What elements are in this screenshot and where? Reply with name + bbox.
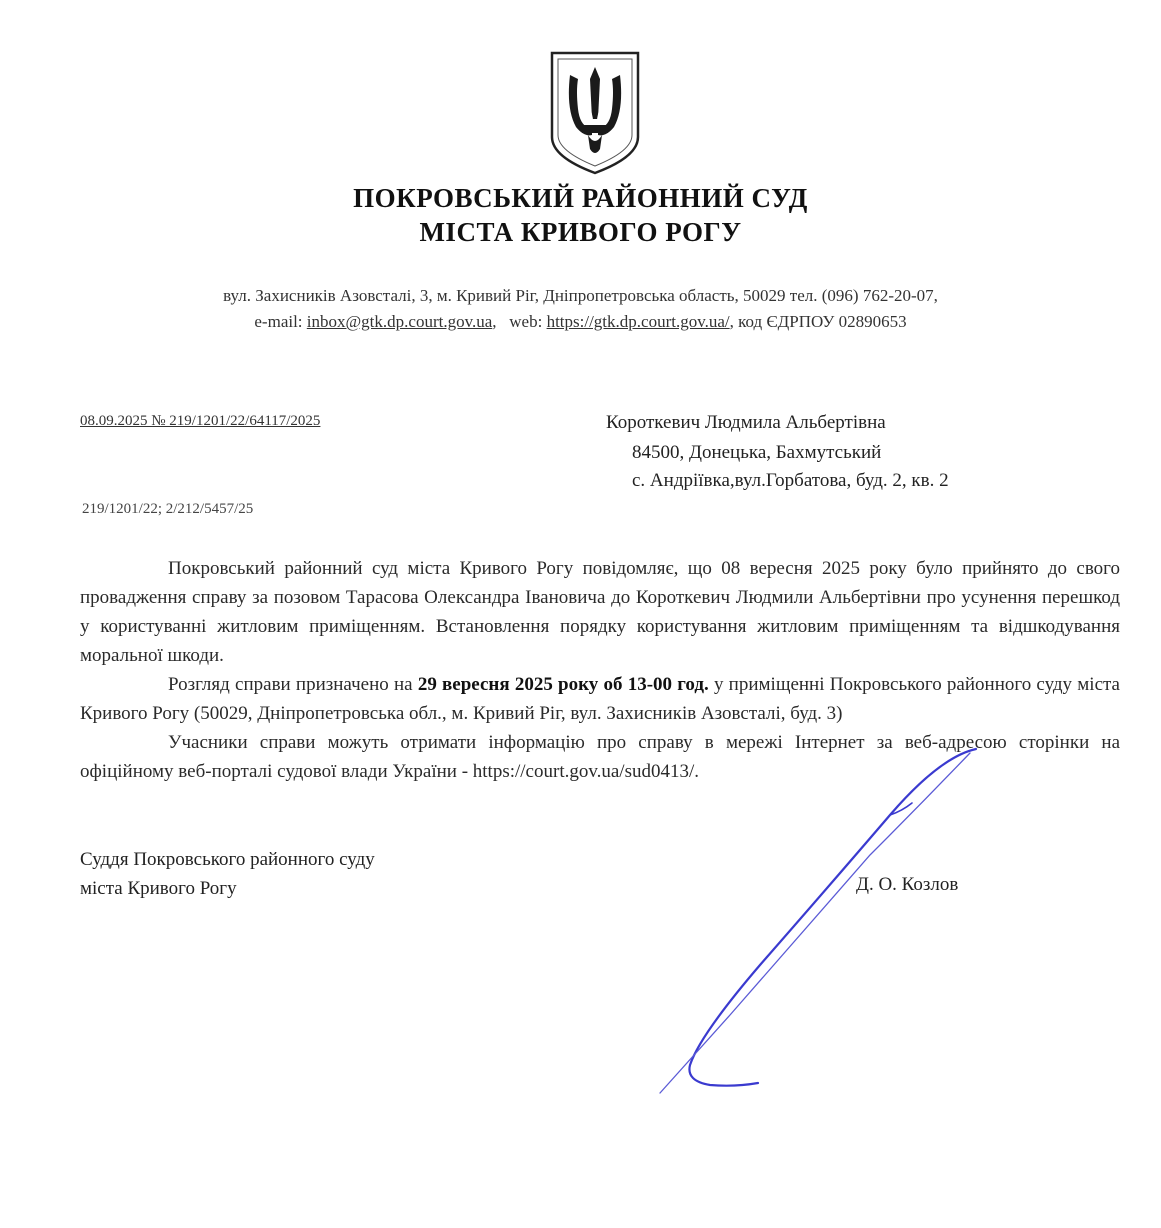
email-link[interactable]: inbox@gtk.dp.court.gov.ua — [306, 312, 493, 331]
body-paragraph-2 — [80, 670, 1120, 728]
body-paragraph-3: Учасники справи можуть отримати інформацію про справу в мережі Інтернет за веб-адресою сторінки на офіційному веб-порталі судової влади України - https://court.gov.ua/sud0413/. — [80, 732, 1120, 782]
body-paragraph-1: Покровський районний суд міста Кривого Рогу повідомляє, що 08 вересня 2025 року було прийнято до свого провадження справу за позовом Тарасова Олександра Івановича до Короткевич Людмили Альбертівни про усунення перешкод у користуванні житловим приміщенням. Встановлення порядку користування житловим приміщенням та відшкодування моральної шкоди. — [80, 558, 1120, 666]
signature-title-line-1: Суддя Покровського районного суду — [80, 849, 375, 870]
court-name-line-2: МІСТА КРИВОГО РОГУ — [419, 217, 742, 247]
signature-title-line-2: міста Кривого Рогу — [80, 878, 237, 899]
court-address: вул. Захисників Азовсталі, 3, м. Кривий Ріг, Дніпропетровська область, 50029 тел. (096) 762-20-07, — [223, 286, 938, 305]
web-label: web: — [509, 312, 543, 331]
court-contacts: e-mail: inbox@gtk.dp.court.gov.ua, web: https://gtk.dp.court.gov.ua/, код ЄДРПОУ 02890653 — [254, 312, 907, 331]
hearing-text-start: Розгляд справи призначено на — [168, 674, 418, 695]
outgoing-reference: 08.09.2025 № 219/1201/22/64117/2025 — [80, 413, 321, 429]
addressee-address-line-2: с. Андріївка,вул.Горбатова, буд. 2, кв. 2 — [632, 470, 949, 491]
email-label: e-mail: — [254, 312, 303, 331]
website-link[interactable]: https://gtk.dp.court.gov.ua/ — [546, 312, 730, 331]
coat-of-arms-emblem — [548, 49, 642, 177]
addressee-name: Короткевич Людмила Альбертівна — [606, 412, 886, 433]
hearing-text-end: у приміщенні Покровського районного суду міста Кривого Рогу (50029, Дніпропетровська обл., м. Кривий Ріг, вул. Захисників Азовсталі, буд. 3) — [80, 674, 1120, 724]
handwritten-signature — [640, 745, 1000, 1105]
judge-name: Д. О. Козлов — [856, 874, 959, 895]
court-name-line-1: ПОКРОВСЬКИЙ РАЙОННИЙ СУД — [353, 183, 808, 213]
case-reference: 219/1201/22; 2/212/5457/25 — [82, 501, 254, 517]
edrpou-code: , код ЄДРПОУ 02890653 — [729, 312, 907, 331]
addressee-address-line-1: 84500, Донецька, Бахмутський — [632, 442, 882, 463]
hearing-date: 29 вересня 2025 року об 13-00 год. — [417, 674, 709, 695]
signature-title — [80, 845, 375, 903]
